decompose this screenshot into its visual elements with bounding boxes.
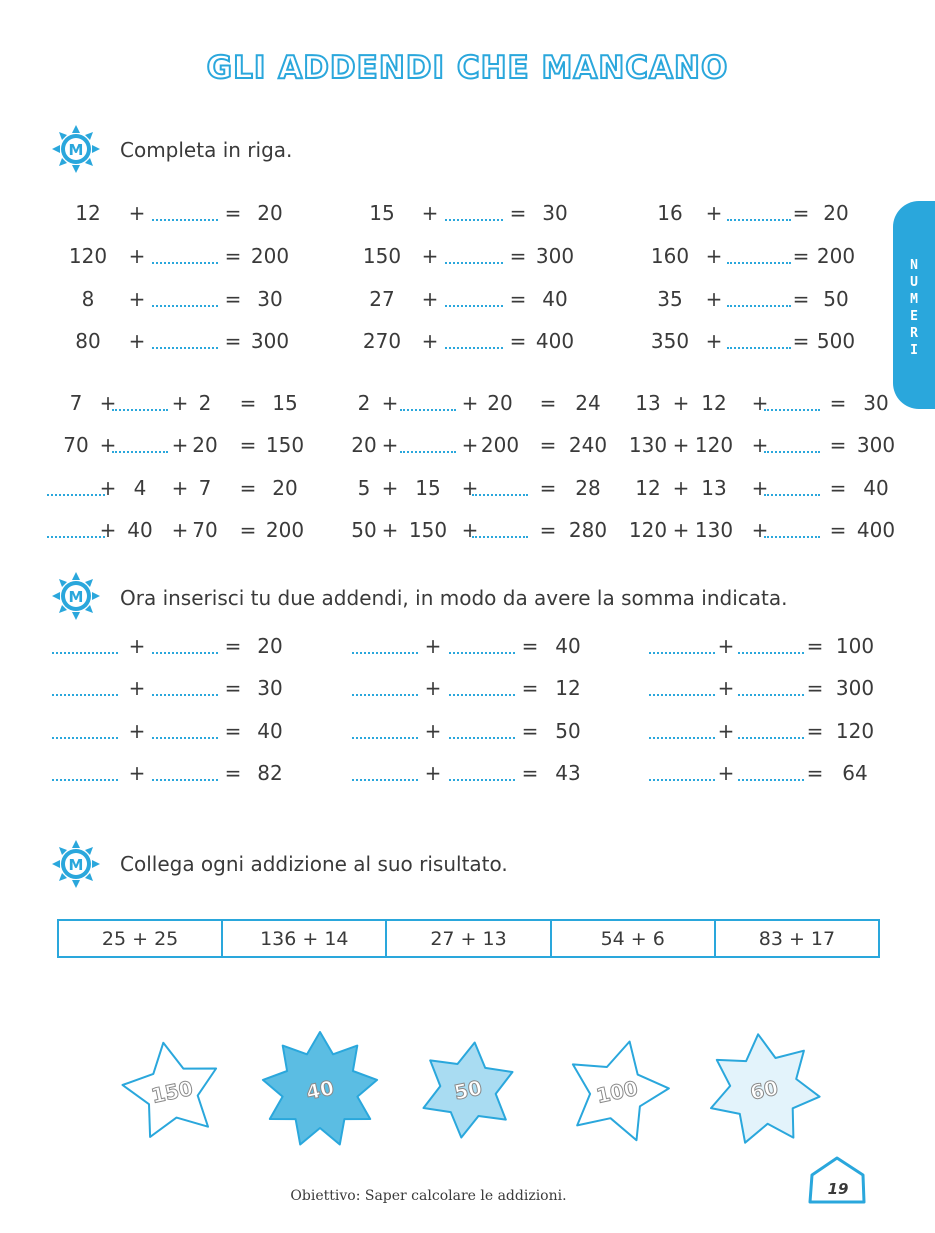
plus-sign: + (171, 476, 189, 500)
plus-sign: + (128, 761, 146, 785)
star-result-label: 100 (594, 1075, 640, 1109)
plus-sign: + (128, 719, 146, 743)
plus-sign: + (705, 244, 723, 268)
star-result-label: 60 (747, 1075, 781, 1105)
plus-sign: + (381, 391, 399, 415)
equals-sign: = (239, 433, 257, 457)
answer-blank[interactable] (152, 305, 218, 307)
sum-number: 300 (535, 244, 575, 268)
addend-number: 4 (133, 476, 147, 500)
sum-number: 30 (257, 676, 283, 700)
plus-sign: + (381, 518, 399, 542)
answer-blank[interactable] (445, 219, 503, 221)
equals-sign: = (792, 287, 810, 311)
answer-blank[interactable] (449, 779, 515, 781)
sum-number: 28 (575, 476, 601, 500)
addend-number: 27 (369, 287, 395, 311)
answer-blank[interactable] (52, 652, 118, 654)
answer-blank[interactable] (649, 694, 715, 696)
plus-sign: + (421, 244, 439, 268)
equals-sign: = (806, 719, 824, 743)
sum-number: 50 (823, 287, 849, 311)
answer-blank[interactable] (727, 305, 791, 307)
equals-sign: = (509, 329, 527, 353)
addend-number: 80 (75, 329, 101, 353)
answer-blank[interactable] (764, 494, 820, 496)
sum-number: 300 (835, 676, 875, 700)
answer-blank[interactable] (649, 652, 715, 654)
equals-sign: = (806, 676, 824, 700)
svg-text:M: M (68, 588, 84, 606)
equals-sign: = (521, 634, 539, 658)
instruction-two-addends: Ora inserisci tu due addendi, in modo da avere la somma indicata. (120, 586, 788, 610)
plus-sign: + (751, 391, 769, 415)
equation-row (0, 326, 935, 356)
equals-sign: = (239, 476, 257, 500)
answer-blank[interactable] (152, 779, 218, 781)
plus-sign: + (128, 329, 146, 353)
addend-number: 35 (657, 287, 683, 311)
equation-row (0, 758, 935, 788)
star-result-label: 40 (303, 1075, 337, 1105)
sum-number: 30 (542, 201, 568, 225)
equals-sign: = (224, 761, 242, 785)
answer-blank[interactable] (152, 737, 218, 739)
addend-number: 12 (701, 391, 727, 415)
plus-sign: + (381, 433, 399, 457)
sum-number: 15 (272, 391, 298, 415)
plus-sign: + (717, 634, 735, 658)
equals-sign: = (792, 201, 810, 225)
addition-cell[interactable]: 25 + 25 (59, 921, 223, 956)
instruction-complete-row: Completa in riga. (120, 138, 293, 162)
plus-sign: + (128, 634, 146, 658)
equals-sign: = (539, 518, 557, 542)
sum-number: 12 (555, 676, 581, 700)
plus-sign: + (99, 518, 117, 542)
answer-blank[interactable] (649, 779, 715, 781)
side-tab-letter: N (910, 258, 918, 273)
sum-number: 20 (257, 634, 283, 658)
sum-number: 120 (835, 719, 875, 743)
sum-number: 280 (568, 518, 608, 542)
plus-sign: + (128, 287, 146, 311)
equation-row (0, 430, 935, 460)
equation-row (0, 473, 935, 503)
answer-blank[interactable] (352, 779, 418, 781)
sum-number: 240 (568, 433, 608, 457)
plus-sign: + (705, 329, 723, 353)
equals-sign: = (224, 244, 242, 268)
m-sun-icon (52, 125, 100, 173)
equation-row (0, 631, 935, 661)
addend-number: 150 (362, 244, 402, 268)
equals-sign: = (829, 391, 847, 415)
plus-sign: + (424, 761, 442, 785)
equation-row (0, 241, 935, 271)
answer-blank[interactable] (738, 737, 804, 739)
plus-sign: + (128, 244, 146, 268)
addend-number: 15 (415, 476, 441, 500)
answer-blank[interactable] (449, 694, 515, 696)
plus-sign: + (171, 518, 189, 542)
answer-blank[interactable] (352, 652, 418, 654)
plus-sign: + (705, 201, 723, 225)
addend-number: 20 (487, 391, 513, 415)
sum-number: 24 (575, 391, 601, 415)
answer-blank[interactable] (52, 779, 118, 781)
plus-sign: + (461, 518, 479, 542)
equals-sign: = (829, 518, 847, 542)
answer-blank[interactable] (445, 347, 503, 349)
sum-number: 43 (555, 761, 581, 785)
addend-number: 120 (628, 518, 668, 542)
answer-blank[interactable] (764, 409, 820, 411)
answer-blank[interactable] (472, 536, 528, 538)
plus-sign: + (128, 676, 146, 700)
answer-blank[interactable] (738, 779, 804, 781)
addend-number: 5 (357, 476, 371, 500)
equals-sign: = (539, 433, 557, 457)
plus-sign: + (99, 476, 117, 500)
answer-blank[interactable] (152, 694, 218, 696)
addition-cell[interactable]: 54 + 6 (552, 921, 716, 956)
addend-number: 200 (480, 433, 520, 457)
sum-number: 200 (250, 244, 290, 268)
addend-number: 350 (650, 329, 690, 353)
answer-blank[interactable] (400, 451, 456, 453)
plus-sign: + (128, 201, 146, 225)
addend-number: 12 (75, 201, 101, 225)
result-star[interactable] (408, 1030, 528, 1150)
result-star[interactable] (557, 1032, 677, 1152)
plus-sign: + (751, 433, 769, 457)
plus-sign: + (672, 518, 690, 542)
sum-number: 100 (835, 634, 875, 658)
answer-blank[interactable] (52, 694, 118, 696)
plus-sign: + (171, 433, 189, 457)
answer-blank[interactable] (449, 652, 515, 654)
plus-sign: + (751, 518, 769, 542)
sum-number: 200 (265, 518, 305, 542)
footer-objective: Obiettivo: Saper calcolare le addizioni. (290, 1188, 567, 1204)
equals-sign: = (224, 676, 242, 700)
equals-sign: = (509, 201, 527, 225)
plus-sign: + (421, 287, 439, 311)
equals-sign: = (539, 391, 557, 415)
answer-blank[interactable] (52, 737, 118, 739)
plus-sign: + (171, 391, 189, 415)
plus-sign: + (381, 476, 399, 500)
sum-number: 20 (257, 201, 283, 225)
addend-number: 2 (357, 391, 371, 415)
additions-table (57, 919, 880, 958)
plus-sign: + (672, 476, 690, 500)
side-tab-letter: E (910, 309, 918, 324)
equation-row (0, 198, 935, 228)
equals-sign: = (829, 476, 847, 500)
addend-number: 150 (408, 518, 448, 542)
plus-sign: + (717, 761, 735, 785)
svg-text:19: 19 (827, 1180, 849, 1198)
addend-number: 16 (657, 201, 683, 225)
addend-number: 40 (127, 518, 153, 542)
side-tab-letter: M (910, 292, 918, 307)
addend-number: 50 (351, 518, 377, 542)
answer-blank[interactable] (47, 536, 105, 538)
addend-number: 270 (362, 329, 402, 353)
star-result-label: 50 (451, 1075, 485, 1105)
sum-number: 300 (856, 433, 896, 457)
equals-sign: = (509, 287, 527, 311)
plus-sign: + (421, 329, 439, 353)
sum-number: 300 (250, 329, 290, 353)
plus-sign: + (421, 201, 439, 225)
equals-sign: = (792, 329, 810, 353)
result-star[interactable] (704, 1030, 824, 1150)
equals-sign: = (521, 761, 539, 785)
plus-sign: + (424, 634, 442, 658)
answer-blank[interactable] (727, 262, 791, 264)
addition-cell[interactable]: 83 + 17 (758, 928, 836, 950)
sum-number: 40 (257, 719, 283, 743)
addend-number: 7 (69, 391, 83, 415)
answer-blank[interactable] (112, 451, 168, 453)
answer-blank[interactable] (445, 262, 503, 264)
answer-blank[interactable] (352, 694, 418, 696)
addend-number: 160 (650, 244, 690, 268)
sum-number: 40 (555, 634, 581, 658)
plus-sign: + (99, 391, 117, 415)
sum-number: 40 (863, 476, 889, 500)
sum-number: 82 (257, 761, 283, 785)
sum-number: 20 (823, 201, 849, 225)
answer-blank[interactable] (352, 737, 418, 739)
equals-sign: = (224, 719, 242, 743)
sum-number: 200 (816, 244, 856, 268)
side-tab-letter: R (910, 326, 918, 341)
sum-number: 400 (856, 518, 896, 542)
answer-blank[interactable] (449, 737, 515, 739)
addend-number: 120 (68, 244, 108, 268)
sum-number: 64 (842, 761, 868, 785)
result-star[interactable] (112, 1032, 232, 1152)
addend-number: 70 (192, 518, 218, 542)
plus-sign: + (424, 719, 442, 743)
addend-number: 70 (63, 433, 89, 457)
equals-sign: = (224, 329, 242, 353)
equation-row (0, 284, 935, 314)
addition-cell[interactable]: 136 + 14 (223, 921, 387, 956)
result-star[interactable] (260, 1030, 380, 1150)
answer-blank[interactable] (152, 219, 218, 221)
equals-sign: = (239, 518, 257, 542)
sum-number: 40 (542, 287, 568, 311)
plus-sign: + (461, 391, 479, 415)
sum-number: 500 (816, 329, 856, 353)
sum-number: 20 (272, 476, 298, 500)
equals-sign: = (806, 634, 824, 658)
answer-blank[interactable] (47, 494, 105, 496)
m-sun-icon (52, 572, 100, 620)
addend-number: 20 (192, 433, 218, 457)
equation-row (0, 716, 935, 746)
equation-row (0, 388, 935, 418)
answer-blank[interactable] (727, 219, 791, 221)
plus-sign: + (672, 433, 690, 457)
addend-number: 12 (635, 476, 661, 500)
plus-sign: + (717, 676, 735, 700)
addend-number: 130 (694, 518, 734, 542)
plus-sign: + (672, 391, 690, 415)
equals-sign: = (539, 476, 557, 500)
addend-number: 2 (198, 391, 212, 415)
equals-sign: = (806, 761, 824, 785)
plus-sign: + (717, 719, 735, 743)
sum-number: 400 (535, 329, 575, 353)
plus-sign: + (424, 676, 442, 700)
addend-number: 13 (635, 391, 661, 415)
addend-number: 20 (351, 433, 377, 457)
answer-blank[interactable] (112, 409, 168, 411)
addend-number: 8 (81, 287, 95, 311)
answer-blank[interactable] (764, 451, 820, 453)
side-tab-letter: I (910, 343, 918, 358)
plus-sign: + (705, 287, 723, 311)
addend-number: 15 (369, 201, 395, 225)
equals-sign: = (224, 201, 242, 225)
equals-sign: = (224, 287, 242, 311)
answer-blank[interactable] (152, 262, 218, 264)
answer-blank[interactable] (152, 652, 218, 654)
answer-blank[interactable] (445, 305, 503, 307)
equals-sign: = (521, 676, 539, 700)
sum-number: 50 (555, 719, 581, 743)
star-result-label: 150 (149, 1075, 195, 1109)
answer-blank[interactable] (727, 347, 791, 349)
page-title: GLI ADDENDI CHE MANCANO (206, 50, 729, 86)
addend-number: 130 (628, 433, 668, 457)
equals-sign: = (792, 244, 810, 268)
page-number-badge (806, 1155, 868, 1205)
equals-sign: = (239, 391, 257, 415)
equation-row (0, 515, 935, 545)
equals-sign: = (509, 244, 527, 268)
svg-text:M: M (68, 856, 84, 874)
sum-number: 150 (265, 433, 305, 457)
equals-sign: = (521, 719, 539, 743)
addend-number: 120 (694, 433, 734, 457)
answer-blank[interactable] (152, 347, 218, 349)
answer-blank[interactable] (649, 737, 715, 739)
plus-sign: + (461, 433, 479, 457)
answer-blank[interactable] (764, 536, 820, 538)
instruction-match-results: Collega ogni addizione al suo risultato. (120, 852, 508, 876)
answer-blank[interactable] (472, 494, 528, 496)
addend-number: 13 (701, 476, 727, 500)
m-sun-icon (52, 840, 100, 888)
addend-number: 7 (198, 476, 212, 500)
side-tab-letter: U (910, 275, 918, 290)
sum-number: 30 (863, 391, 889, 415)
equals-sign: = (829, 433, 847, 457)
equals-sign: = (224, 634, 242, 658)
equation-row (0, 673, 935, 703)
svg-text:M: M (68, 141, 84, 159)
plus-sign: + (99, 433, 117, 457)
plus-sign: + (751, 476, 769, 500)
plus-sign: + (461, 476, 479, 500)
answer-blank[interactable] (738, 694, 804, 696)
answer-blank[interactable] (400, 409, 456, 411)
answer-blank[interactable] (738, 652, 804, 654)
addition-cell[interactable]: 27 + 13 (387, 921, 551, 956)
sum-number: 30 (257, 287, 283, 311)
